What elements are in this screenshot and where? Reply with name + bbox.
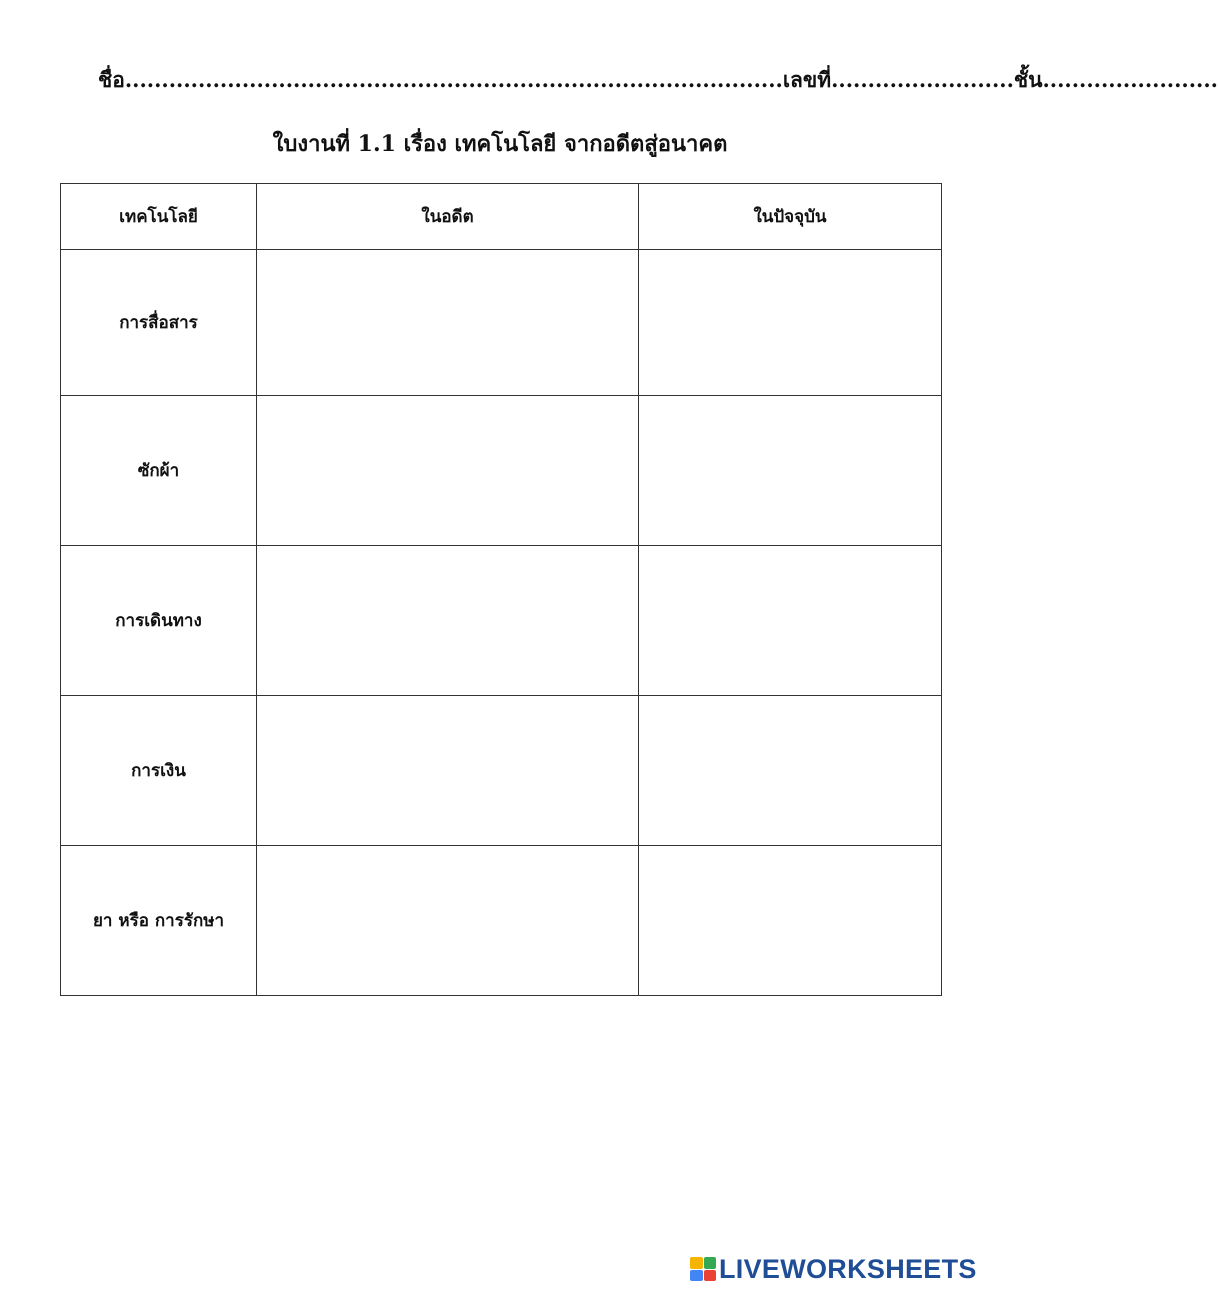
table-row bbox=[61, 546, 942, 696]
logo-square bbox=[690, 1257, 703, 1269]
table-row bbox=[61, 396, 942, 546]
answer-cell-past[interactable] bbox=[257, 396, 639, 546]
answer-cell-past[interactable] bbox=[257, 696, 639, 846]
liveworksheets-logo bbox=[690, 1254, 977, 1284]
row-topic-travel: การเดินทาง bbox=[61, 546, 257, 696]
worksheet-title: ใบงานที่ 1.1 เรื่อง เทคโนโลยี จากอดีตสู่อนาคต bbox=[272, 131, 728, 157]
column-header-past: ในอดีต bbox=[257, 184, 639, 250]
table-row bbox=[61, 250, 942, 396]
column-header-technology: เทคโนโลยี bbox=[61, 184, 257, 250]
table-header-row bbox=[61, 184, 942, 250]
answer-cell-present[interactable] bbox=[639, 696, 942, 846]
answer-cell-present[interactable] bbox=[639, 250, 942, 396]
answer-cell-present[interactable] bbox=[639, 396, 942, 546]
row-topic-communication: การสื่อสาร bbox=[61, 250, 257, 396]
row-topic-laundry: ซักผ้า bbox=[61, 396, 257, 546]
table-row bbox=[61, 846, 942, 996]
table-row bbox=[61, 696, 942, 846]
student-info-line: ชื่อ..........................................................................................เลขที่.........................ชั้น........................ bbox=[98, 67, 1218, 92]
logo-square bbox=[690, 1270, 703, 1282]
technology-comparison-table bbox=[60, 183, 942, 996]
liveworksheets-logo-icon bbox=[690, 1257, 716, 1281]
row-topic-finance: การเงิน bbox=[61, 696, 257, 846]
logo-square bbox=[704, 1270, 717, 1282]
answer-cell-past[interactable] bbox=[257, 546, 639, 696]
answer-cell-past[interactable] bbox=[257, 250, 639, 396]
logo-text: LIVEWORKSHEETS bbox=[719, 1253, 977, 1284]
logo-square bbox=[704, 1257, 717, 1269]
column-header-present: ในปัจจุบัน bbox=[639, 184, 942, 250]
row-topic-medicine: ยา หรือ การรักษา bbox=[61, 846, 257, 996]
answer-cell-past[interactable] bbox=[257, 846, 639, 996]
answer-cell-present[interactable] bbox=[639, 546, 942, 696]
answer-cell-present[interactable] bbox=[639, 846, 942, 996]
